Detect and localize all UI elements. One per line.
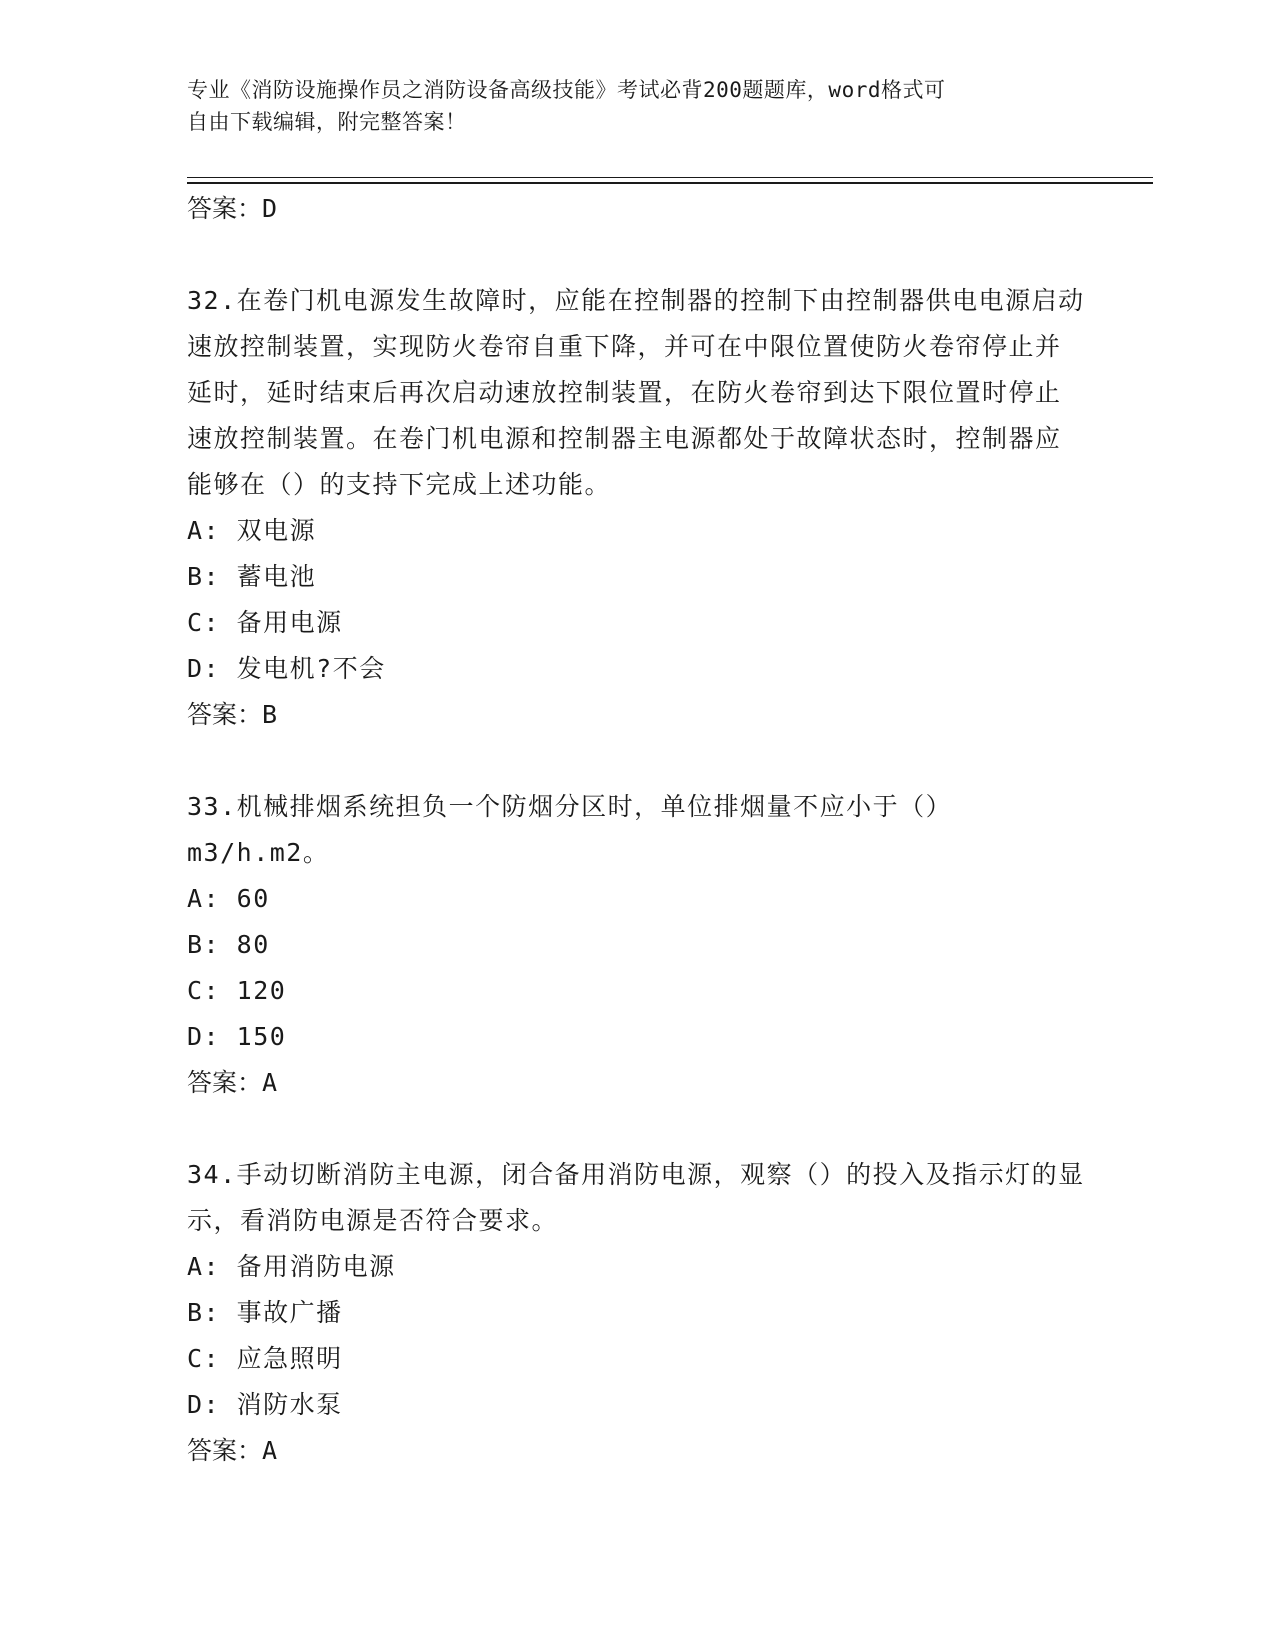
question-34 — [187, 1152, 1087, 1474]
question-text: 34.手动切断消防主电源，闭合备用消防电源，观察（）的投入及指示灯的显示，看消防电源是否符合要求。 — [187, 1160, 1085, 1235]
option-a: A: 60 — [187, 884, 270, 913]
option-c: C: 120 — [187, 976, 287, 1005]
document-header — [187, 74, 1087, 138]
header-line-1: 专业《消防设施操作员之消防设备高级技能》考试必背200题题库，word格式可 — [187, 78, 946, 102]
header-rule-thick — [187, 182, 1153, 184]
question-answer: 答案：A — [187, 1068, 278, 1097]
option-b: B: 事故广播 — [187, 1298, 343, 1327]
option-b: B: 80 — [187, 930, 270, 959]
option-b: B: 蓄电池 — [187, 562, 317, 591]
question-answer: 答案：A — [187, 1436, 278, 1465]
option-a: A: 双电源 — [187, 516, 317, 545]
header-line-2: 自由下载编辑，附完整答案！ — [187, 110, 467, 134]
question-text: 32.在卷门机电源发生故障时，应能在控制器的控制下由控制器供电电源启动速放控制装置，实现防火卷帘自重下降，并可在中限位置使防火卷帘停止并延时，延时结束后再次启动速放控制装置，在防火卷帘到达下限位置时停止速放控制装置。在卷门机电源和控制器主电源都处于故障状态时，控制器应能够在（）的支持下完成上述功能。 — [187, 286, 1085, 499]
question-33 — [187, 784, 1087, 1106]
header-rule-thin — [187, 177, 1153, 178]
option-c: C: 备用电源 — [187, 608, 343, 637]
option-d: D: 消防水泵 — [187, 1390, 343, 1419]
question-text: 33.机械排烟系统担负一个防烟分区时，单位排烟量不应小于（）m3/h.m2。 — [187, 792, 953, 867]
previous-answer: 答案：D — [187, 194, 278, 223]
question-answer: 答案：B — [187, 700, 278, 729]
option-d: D: 发电机?不会 — [187, 654, 386, 683]
option-c: C: 应急照明 — [187, 1344, 343, 1373]
question-32 — [187, 278, 1087, 738]
document-body — [187, 186, 1087, 1474]
option-d: D: 150 — [187, 1022, 287, 1051]
option-a: A: 备用消防电源 — [187, 1252, 396, 1281]
